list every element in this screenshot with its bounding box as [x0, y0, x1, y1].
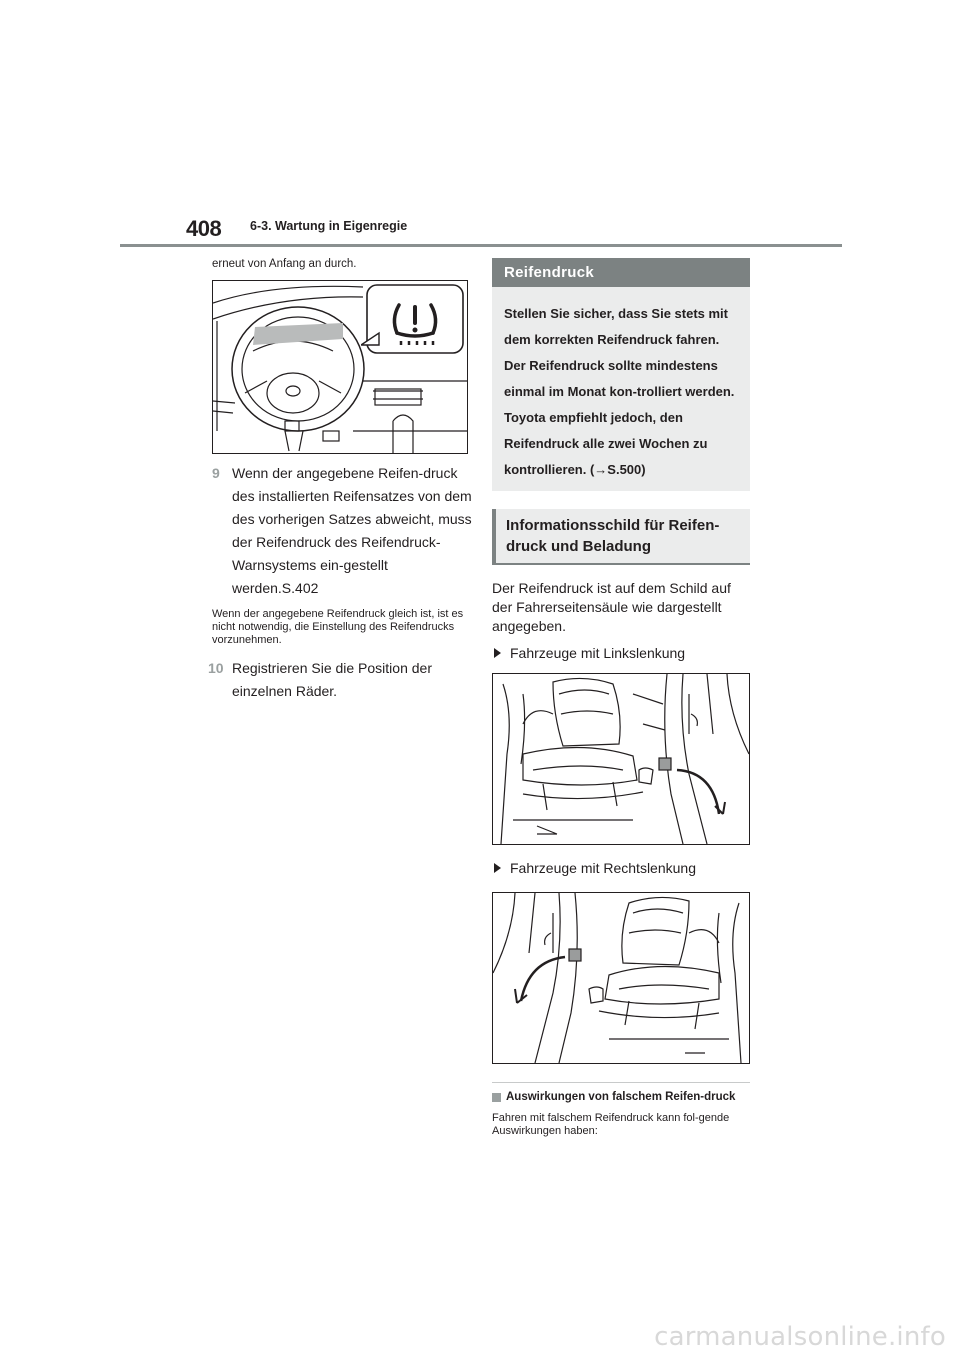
callout-box: Stellen Sie sicher, dass Sie stets mit dem korrekten Reifendruck fahren. Der Reifendruck sollte mindestens einmal im Monat kon-trolliert werden. Toyota empfiehlt jedoch, den Reifendruck alle zwei Wochen zu kontrollieren. (→S.500) [492, 287, 750, 491]
left-column [208, 254, 472, 703]
bullet-text: Fahrzeuge mit Rechtslenkung [510, 860, 696, 876]
step-text: Registrieren Sie die Position der einzelnen Räder. [232, 660, 432, 699]
step-text: Wenn der angegebene Reifen-druck des installierten Reifensatzes von dem des vorherigen Satzes abweicht, muss der Reifendruck des Reifendruck-Warnsystems ein-gestellt werden.S.402 [232, 465, 472, 596]
step-number: 10 [208, 660, 224, 676]
section-banner: Reifendruck [492, 258, 750, 287]
step-9 [212, 462, 472, 600]
note-heading [492, 1091, 750, 1104]
bullet-text: Fahrzeuge mit Linkslenkung [510, 645, 686, 661]
intro-text: erneut von Anfang an durch. [212, 258, 357, 270]
step-note: Wenn der angegebene Reifendruck gleich ist, ist es nicht notwendig, die Einstellung des Reifendrucks vorzunehmen. [212, 608, 464, 646]
body-text: Der Reifendruck ist auf dem Schild auf der Fahrerseitensäule wie dargestellt angegeben. [492, 580, 731, 634]
bullet-rhd [492, 859, 750, 878]
bullet-lhd [492, 644, 750, 663]
page-number: 408 [186, 216, 222, 241]
triangle-right-icon [494, 863, 501, 873]
right-column [492, 258, 750, 1138]
note-text: Fahren mit falschem Reifendruck kann fol-gende Auswirkungen haben: [492, 1112, 730, 1137]
step-10 [208, 657, 472, 703]
header-rule [120, 244, 842, 247]
triangle-right-icon [494, 648, 501, 658]
note-divider [492, 1082, 750, 1083]
seat-lhd-illustration [492, 673, 750, 845]
section-title: 6-3. Wartung in Eigenregie [250, 219, 408, 233]
seat-rhd-illustration [492, 892, 750, 1064]
dashboard-illustration [212, 280, 468, 454]
step-number: 9 [212, 465, 220, 481]
note-heading-text: Auswirkungen von falschem Reifen-druck [506, 1091, 736, 1103]
sub-heading: Informationsschild für Reifen-druck und Beladung [492, 509, 750, 565]
watermark: carmanualsonline.info [654, 1322, 946, 1352]
tire-pressure-warning-icon [361, 283, 465, 357]
square-icon [492, 1093, 501, 1102]
